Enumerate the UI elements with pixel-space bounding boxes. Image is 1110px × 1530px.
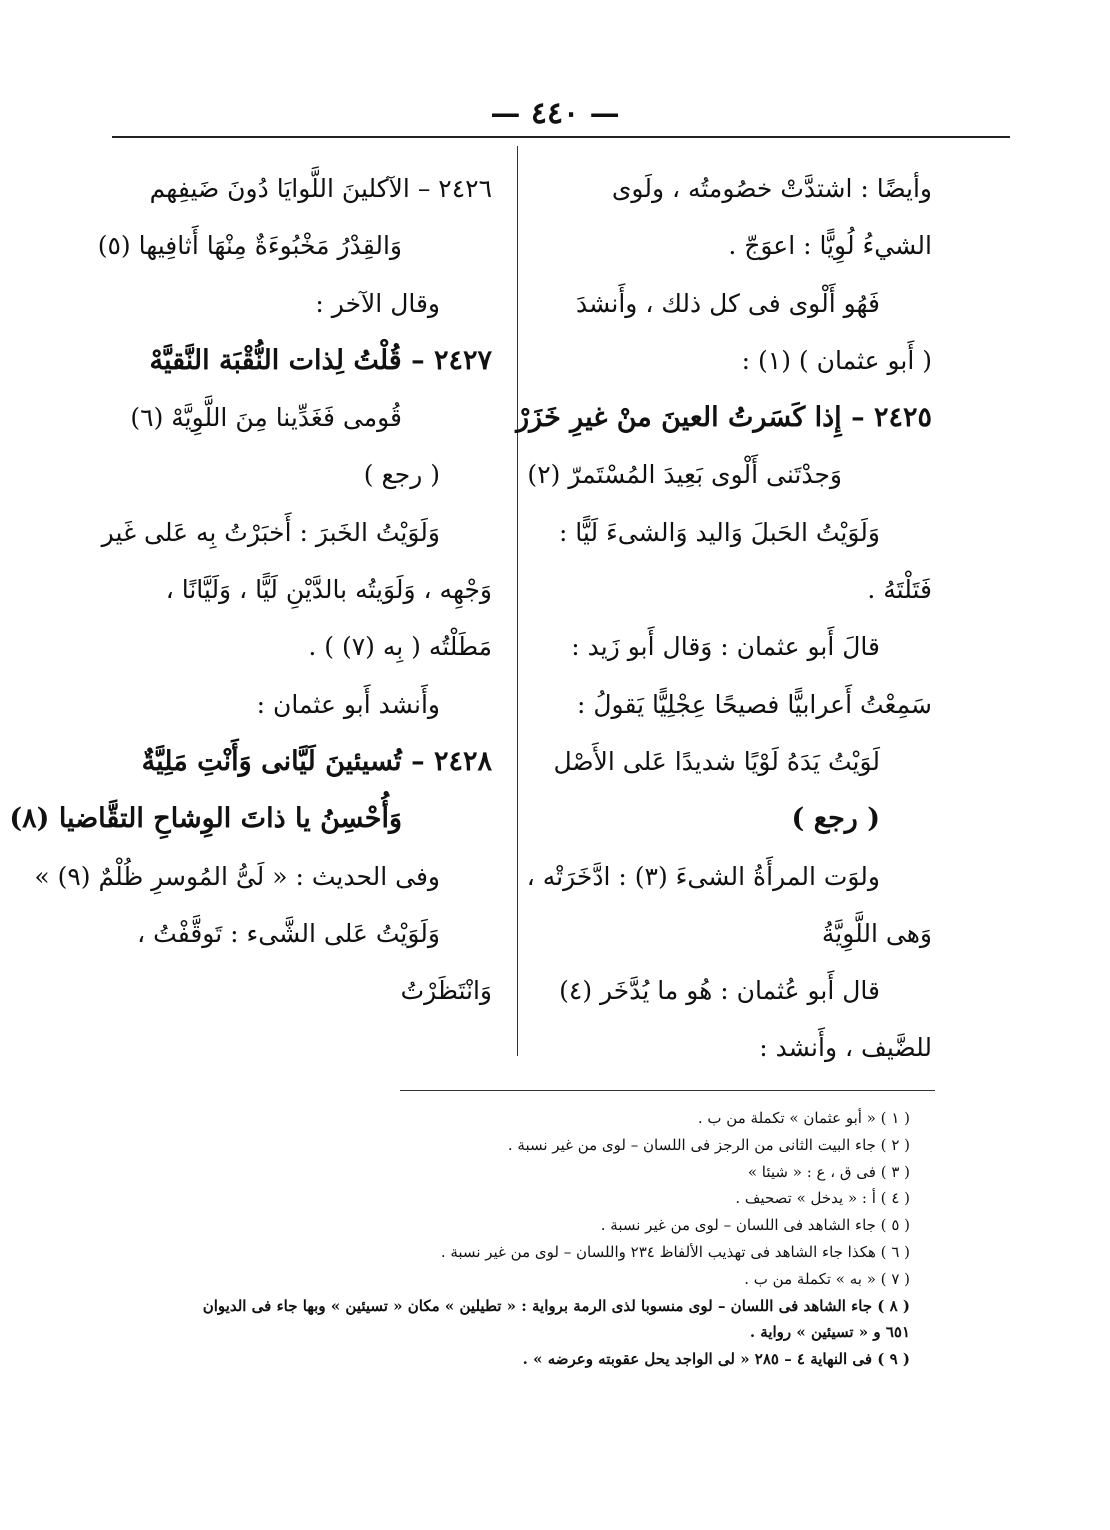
text-line: فَهُو أَلْوى فى كل ذلك ، وأَنشدَ xyxy=(575,288,880,318)
text-line: مَطَلْتُه ( بِه (٧) ) . xyxy=(308,632,492,662)
text-line: ولوَت المرأَةُ الشىءَ (٣) : ادَّخَرَتْه ، xyxy=(526,861,880,891)
text-line: لَوَيْتُ يَدَهُ لَوْيًا شديدًا عَلى الأَصْل xyxy=(553,746,880,776)
footnote: ( ٩ ) فى النهاية ٤ – ٢٨٥ « لى الواجد يحل عقوبته وعرضه » . xyxy=(522,1350,910,1369)
text-line: ٢٤٢٧ – قُلْتُ لِذات النُّقْبَة النَّقيَّهْ xyxy=(149,344,492,376)
left-column xyxy=(9,160,492,1019)
text-line: وَهى اللَّوِيَّةُ xyxy=(821,918,932,948)
footnote: ( ٥ ) جاء الشاهد فى اللسان – لوى من غير نسبة . xyxy=(600,1216,910,1235)
text-line: وَأُحْسِنُ يا ذاتَ الوِشاحِ التقَّاضيا (٨) xyxy=(9,803,402,835)
footnote-rule xyxy=(400,1090,935,1091)
text-line: وفى الحديث : « لَىُّ المُوسرِ ظُلْمٌ (٩) » xyxy=(34,861,440,891)
text-line: وأيضًا : اشتدَّتْ خصُومتُه ، ولَوى xyxy=(611,174,932,203)
text-line: وَالقِدْرُ مَخْبُوءَةٌ مِنْهَا أَثافِيها (٥) xyxy=(97,231,402,261)
text-line: وَانْتَظَرْتُ xyxy=(400,976,492,1006)
right-column xyxy=(516,160,932,1077)
footnote: ( ٢ ) جاء البيت الثانى من الرجز فى اللسان – لوى من غير نسبة . xyxy=(507,1135,910,1154)
header-rule xyxy=(112,136,1010,138)
text-line: الشيءُ لُوِيًّا : اعوَجّ . xyxy=(728,231,932,261)
page-number: — ٤٤٠ — xyxy=(490,96,620,131)
footnote: ( ٨ ) جاء الشاهد فى اللسان – لوى منسوبا لذى الرمة برواية : « تطيلين » مكان « تسيئين » وبها جاء فى الديوان xyxy=(202,1296,910,1315)
text-line: سَمِعْتُ أَعرابيًّا فصيحًا عِجْلِيًّا يَقولُ : xyxy=(577,689,932,719)
text-line: وقال الآخر : xyxy=(315,288,440,318)
text-line: وَلَوَيْتُ الخَبرَ : أَخبَرْتُ بِه عَلى غَير xyxy=(101,517,440,547)
text-line: ( أَبو عثمان ) (١) : xyxy=(741,345,932,375)
footnote: ( ٧ ) « به » تكملة من ب . xyxy=(744,1269,910,1288)
text-line: ٢٤٢٦ – الآكلينَ اللَّوايَا دُونَ ضَيفِهم xyxy=(149,174,492,203)
footnote: ( ١ ) « أبو عثمان » تكملة من ب . xyxy=(697,1109,910,1127)
text-line: للضَّيف ، وأَنشد : xyxy=(759,1033,932,1063)
text-line: ٢٤٢٨ – تُسيئينَ لَيَّانى وَأَنْتِ مَلِيَّةٌ xyxy=(141,745,492,777)
text-line: وَجدْتَنى أَلْوى بَعِيدَ المُسْتَمرّ (٢) xyxy=(527,460,842,490)
footnotes xyxy=(110,1105,910,1373)
column-divider xyxy=(517,146,518,1056)
text-line: قال أَبو عُثمان : هُو ما يُدَّخَر (٤) xyxy=(559,976,880,1006)
text-line: وَلَوَيْتُ عَلى الشَّىء : تَوقَّفْتُ ، xyxy=(137,918,440,948)
text-line: قالَ أَبو عثمان : وَقال أَبو زَيد : xyxy=(571,632,880,662)
text-line: وأَنشد أَبو عثمان : xyxy=(256,689,440,719)
text-line: وَلَوَيْتُ الحَبلَ وَاليد وَالشىءَ لَيًّا : xyxy=(558,517,880,547)
text-line: قُومى فَغَدِّينا مِنَ اللَّوِيَّهْ (٦) xyxy=(130,403,402,433)
text-line: فَتَلْتَهُ . xyxy=(867,575,932,605)
footnote: ( ٣ ) فى ق ، ع : « شيئا » xyxy=(747,1162,910,1181)
footnote: ( ٦ ) هكذا جاء الشاهد فى تهذيب الألفاظ ٢٣٤ واللسان – لوى من غير نسبة . xyxy=(440,1242,910,1261)
footnote: ٦٥١ و « تسيئين » رواية . xyxy=(749,1323,910,1342)
text-line: ( رجع ) xyxy=(363,460,440,490)
footnote: ( ٤ ) أ : « يدخل » تصحيف . xyxy=(735,1189,910,1208)
text-line: ( رجع ) xyxy=(791,803,880,835)
text-line: وَجْهِه ، وَلَوَيتُه بالدَّيْنِ لَيًّا ، وَلَيَّانًا ، xyxy=(165,575,492,605)
text-line: ٢٤٢٥ – إِذا كَسَرتُ العينَ منْ غيرِ خَزَرْ xyxy=(516,402,932,434)
